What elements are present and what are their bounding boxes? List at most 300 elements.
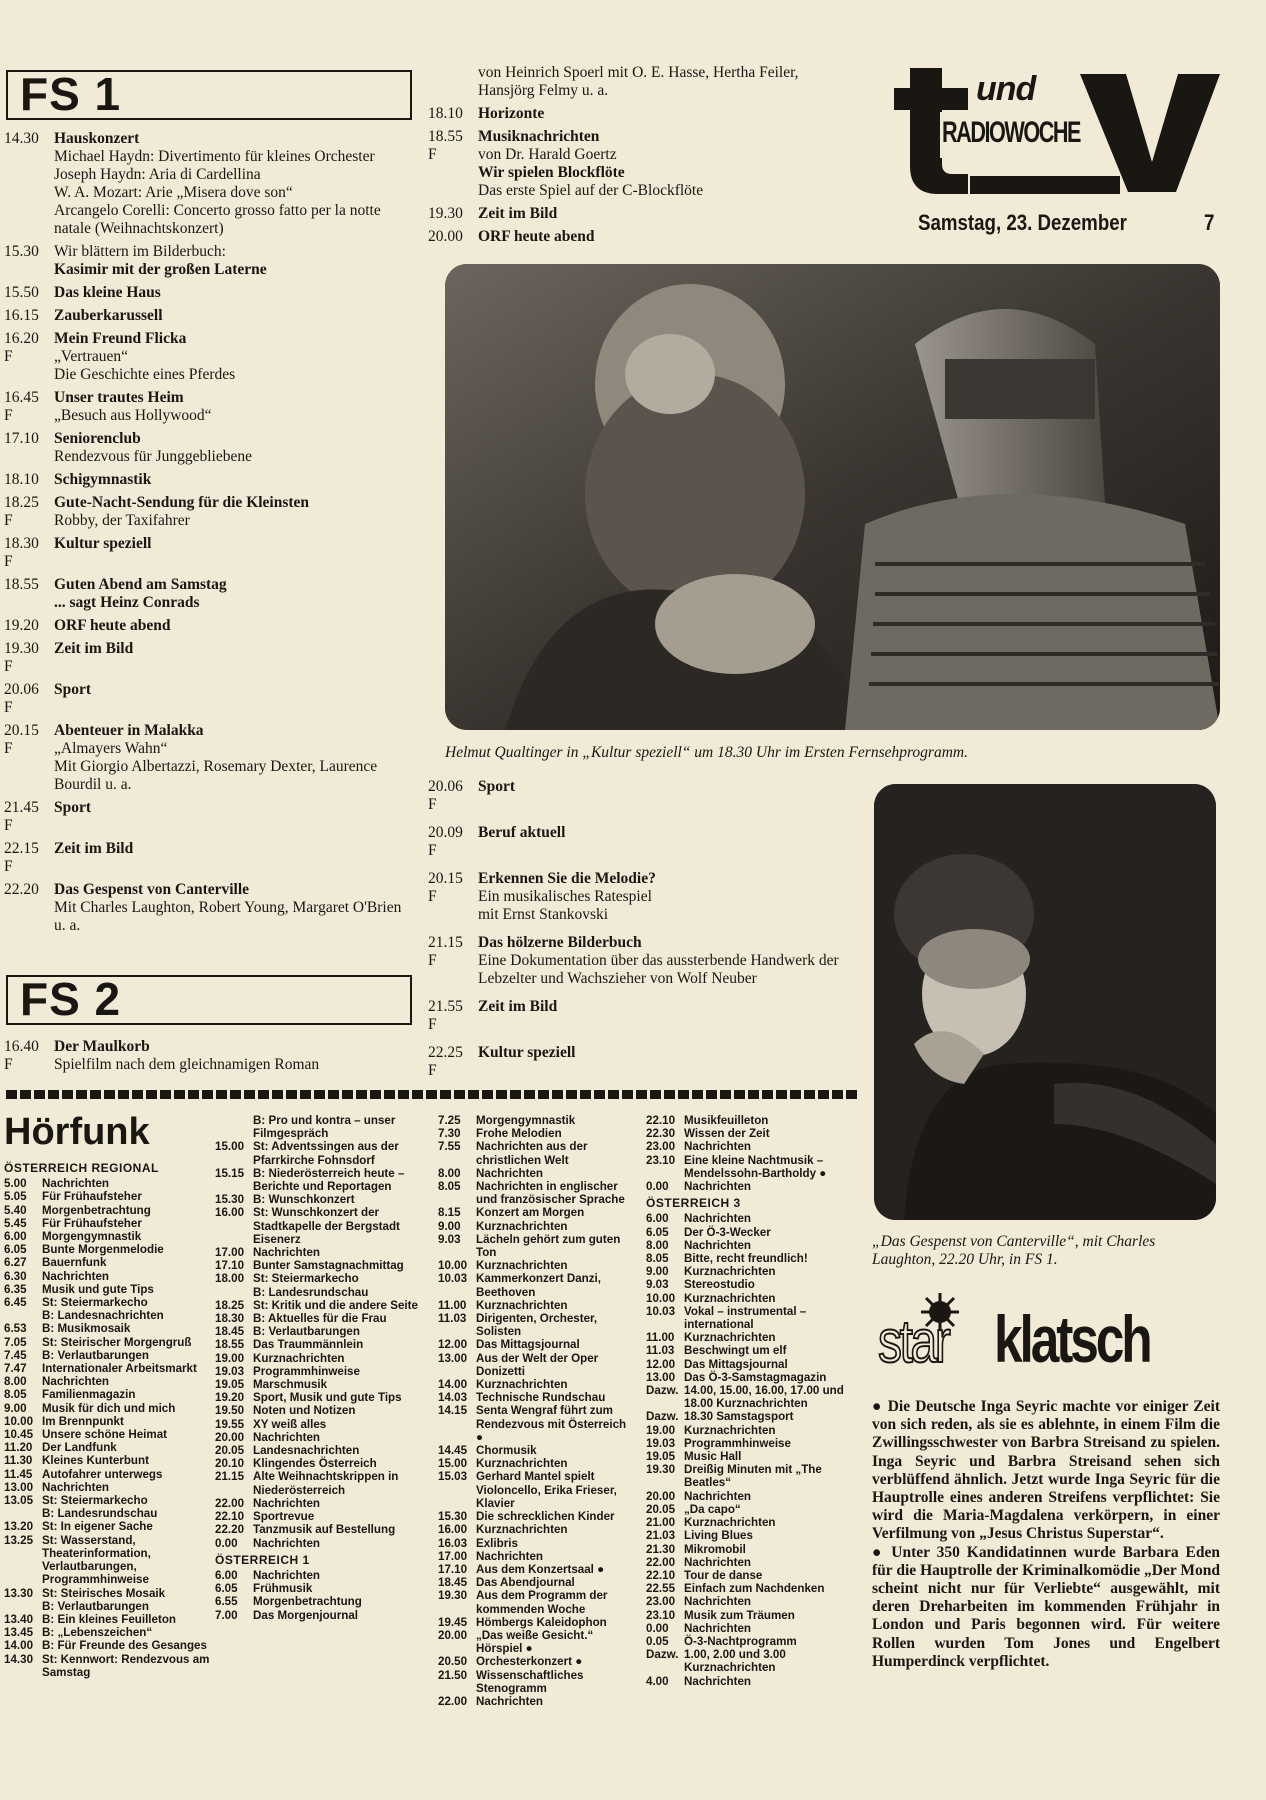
radio-time: 11.03 [646, 1344, 675, 1358]
program-title: Guten Abend am Samstag [54, 576, 227, 593]
radio-time: 11.03 [438, 1312, 467, 1326]
program-details [478, 128, 848, 200]
radio-time: 16.03 [438, 1536, 468, 1550]
radio-time: 19.05 [646, 1450, 676, 1464]
radio-time: 18.00 [215, 1272, 245, 1286]
radio-time: 12.00 [438, 1338, 468, 1352]
program-entry [4, 576, 416, 612]
radio-entry [4, 1402, 214, 1415]
radio-time: 6.53 [4, 1322, 27, 1336]
radio-program: Nachrichten [253, 1430, 321, 1444]
radio-entry [215, 1569, 423, 1582]
radio-entry [438, 1338, 636, 1351]
program-entry [4, 840, 416, 876]
program-entry [428, 105, 848, 123]
radio-program: Wissenschaftliches Stenogramm [476, 1668, 584, 1695]
program-time-text: 16.45 [4, 389, 39, 406]
radio-program: St: Steirisches Mosaik [42, 1586, 166, 1600]
photo-qualtinger-image [445, 264, 1220, 730]
radio-time: 20.05 [215, 1444, 245, 1458]
radio-entry [646, 1437, 856, 1450]
radio-entry [438, 1259, 636, 1272]
radio-program: St: Steirischer Morgengruß [42, 1335, 192, 1349]
radio-time: 9.03 [646, 1278, 669, 1292]
radio-program: Nachrichten [42, 1375, 110, 1389]
program-title: Kultur speziell [478, 1044, 576, 1061]
program-time-text: 18.55 [428, 128, 463, 145]
program-title: Sport [54, 799, 92, 816]
radio-entry [438, 1470, 636, 1510]
fs1-label: FS 1 [20, 68, 122, 120]
program-title: ORF heute abend [54, 617, 171, 634]
radio-time: 11.30 [4, 1454, 33, 1468]
program-entry [4, 640, 416, 676]
radio-time: 13.00 [646, 1370, 676, 1384]
radio-time: 6.30 [4, 1269, 27, 1283]
radio-program: Morgengymnastik [42, 1230, 142, 1244]
radio-time: 6.00 [215, 1568, 238, 1582]
radio-program: 18.30 Samstagsport [684, 1410, 794, 1424]
radio-entry [4, 1613, 214, 1626]
radio-entry [646, 1516, 856, 1529]
radio-program: Sportrevue [253, 1510, 315, 1524]
radio-program: Wissen der Zeit [684, 1127, 770, 1141]
radio-program: „Da capo“ [684, 1502, 741, 1516]
radio-time: 15.30 [438, 1510, 468, 1524]
starklatsch-column [872, 1398, 1220, 1671]
radio-entry [646, 1490, 856, 1503]
radio-entry [4, 1520, 214, 1533]
photo-qualtinger [445, 264, 1220, 730]
radio-entry [438, 1180, 636, 1206]
program-time [4, 389, 54, 425]
radio-program: B: Für Freunde des Gesanges [42, 1639, 207, 1653]
program-time-text: 15.30 [4, 243, 39, 260]
color-flag: F [428, 842, 437, 859]
program-description: Ein musikalisches Ratespiel [478, 888, 652, 905]
program-time-text: 16.15 [4, 307, 39, 324]
radio-time: 19.20 [215, 1391, 245, 1405]
radio-entry [215, 1206, 423, 1246]
radio-entry [215, 1497, 423, 1510]
program-title: Sport [478, 778, 516, 795]
program-details [54, 617, 416, 635]
radio-program: Ö-3-Nachtprogramm [684, 1634, 797, 1648]
radio-program: Das Traummännlein [253, 1338, 364, 1352]
radio-entry [215, 1582, 423, 1595]
radio-entry [646, 1529, 856, 1542]
radio-time: 10.03 [646, 1304, 676, 1318]
radio-program: B: Landesrundschau [253, 1285, 369, 1299]
radio-time: 11.20 [4, 1441, 33, 1455]
radio-program: Nachrichten [476, 1549, 544, 1563]
radio-time: 19.05 [215, 1378, 245, 1392]
radio-section-header: ÖSTERREICH 3 [646, 1196, 741, 1211]
radio-program: Tour de danse [684, 1568, 763, 1582]
radio-program: Living Blues [684, 1529, 753, 1543]
program-entry [4, 389, 416, 425]
radio-entry [646, 1648, 856, 1674]
program-description: mit Ernst Stankovski [478, 906, 609, 923]
photo-laughton [874, 784, 1216, 1220]
radio-program: Musikfeuilleton [684, 1114, 769, 1127]
section-divider [6, 1090, 860, 1099]
radio-entry [438, 1378, 636, 1391]
fs2-continued-top [428, 64, 848, 246]
radio-program: St: Kennwort: Rendezvous am Samstag [42, 1652, 210, 1679]
program-title: Zeit im Bild [478, 998, 558, 1015]
radio-program: Alte Weihnachtskrippen in Niederösterreich [253, 1470, 399, 1497]
radio-program: Vokal – instrumental – international [684, 1304, 807, 1332]
radio-entry [4, 1243, 214, 1256]
radio-time: 22.20 [215, 1523, 245, 1537]
program-time [4, 640, 54, 676]
radio-program: Kurznachrichten [684, 1331, 776, 1345]
radio-entry [646, 1212, 856, 1225]
radio-program: Bauernfunk [42, 1256, 107, 1270]
radio-program: Aus der Welt der Oper Donizetti [476, 1351, 599, 1378]
program-time-text: 21.15 [428, 934, 463, 951]
program-time [4, 284, 54, 302]
radio-program: Nachrichten [253, 1568, 321, 1582]
radio-time: 6.05 [215, 1582, 238, 1596]
radio-entry [438, 1206, 636, 1219]
radio-time: 20.05 [646, 1502, 676, 1516]
radio-entry [438, 1669, 636, 1695]
radio-entry [646, 1344, 856, 1357]
photo-qualtinger-caption [445, 744, 1225, 762]
radio-entry [646, 1358, 856, 1371]
radio-program: Nachrichten aus der christlichen Welt [476, 1140, 588, 1167]
program-details [478, 934, 848, 988]
radio-time: 13.40 [4, 1612, 34, 1626]
radio-program: Bunter Samstagnachmittag [253, 1259, 404, 1273]
radio-program: B: Musikmosaik [42, 1322, 131, 1336]
radio-time: 22.55 [646, 1582, 676, 1596]
program-time-text: 18.30 [4, 535, 39, 552]
radio-time: 18.30 [215, 1312, 245, 1326]
radio-program: Der Landfunk [42, 1441, 117, 1455]
radio-entry [4, 1177, 214, 1190]
program-time-text: 19.30 [4, 640, 39, 657]
radio-program: Bitte, recht freundlich! [684, 1252, 808, 1266]
radio-time: 7.00 [215, 1608, 238, 1622]
program-title: Wir blättern im Bilderbuch: [54, 243, 226, 260]
fs2-continued-bottom [428, 778, 848, 1080]
radio-entry [438, 1550, 636, 1563]
radio-time: 6.05 [4, 1243, 27, 1257]
program-time [428, 934, 478, 988]
program-time-text: 18.10 [4, 471, 39, 488]
program-entry [4, 307, 416, 325]
program-time-text: 18.10 [428, 105, 463, 122]
radio-entry [646, 1127, 856, 1140]
program-title: ... sagt Heinz Conrads [54, 594, 200, 611]
radio-program: Kurznachrichten [476, 1219, 568, 1233]
radio-program: Nachrichten [684, 1621, 752, 1635]
radio-section-header: ÖSTERREICH REGIONAL [4, 1161, 159, 1175]
radio-time: 21.50 [438, 1668, 468, 1682]
program-time [428, 205, 478, 223]
logo-star-text: star [878, 1308, 949, 1375]
radio-time: 0.00 [215, 1536, 238, 1550]
program-details [54, 799, 416, 835]
radio-entry [646, 1622, 856, 1635]
radio-entry [215, 1352, 423, 1365]
radio-program: Dreißig Minuten mit „The Beatles“ [684, 1463, 822, 1490]
radio-program: St: Steiermarkecho [42, 1296, 148, 1310]
program-time [4, 494, 54, 530]
radio-entry [4, 1375, 214, 1388]
radio-program: Konzert am Morgen [476, 1206, 585, 1220]
radio-time: Dazw. [646, 1384, 679, 1398]
color-flag: F [4, 553, 13, 570]
radio-program: Nachrichten [42, 1177, 110, 1191]
radio-time: 22.10 [646, 1568, 676, 1582]
program-entry [4, 799, 416, 835]
radio-entry [4, 1230, 214, 1243]
radio-time: 16.00 [438, 1523, 468, 1537]
radio-time: 11.00 [438, 1298, 467, 1312]
radio-time: 18.45 [215, 1325, 245, 1339]
program-details [478, 1044, 848, 1080]
issue-date [918, 210, 1127, 236]
program-description: Das erste Spiel auf der C-Blockflöte [478, 182, 704, 199]
radio-entry [4, 1217, 214, 1230]
program-time [4, 617, 54, 635]
radio-time: 5.40 [4, 1203, 27, 1217]
radio-entry [4, 1653, 214, 1679]
radio-entry [646, 1503, 856, 1516]
program-details [54, 330, 416, 384]
radio-entry [4, 1587, 214, 1600]
color-flag: F [428, 796, 437, 813]
program-time-text: 20.06 [428, 778, 463, 795]
radio-program: Im Brennpunkt [42, 1414, 124, 1428]
program-time [4, 430, 54, 466]
program-title: Zauberkarussell [54, 307, 163, 324]
radio-entry [215, 1457, 423, 1470]
radio-program: Musik zum Träumen [684, 1608, 795, 1622]
radio-program: Orchesterkonzert ● [476, 1655, 583, 1669]
program-description: von Dr. Harald Goertz [478, 146, 617, 163]
radio-entry [646, 1410, 856, 1423]
color-flag: F [4, 348, 13, 365]
radio-entry [215, 1391, 423, 1404]
program-time [4, 471, 54, 489]
radio-program: Hömbergs Kaleidophon [476, 1615, 607, 1629]
radio-program: Nachrichten [684, 1674, 752, 1688]
program-details [54, 243, 416, 279]
radio-time: 18.25 [215, 1298, 245, 1312]
radio-entry [215, 1312, 423, 1325]
radio-program: Kurznachrichten [476, 1298, 568, 1312]
photo-laughton-image [874, 784, 1216, 1220]
radio-entry [438, 1114, 636, 1127]
fs2-program-list [4, 1038, 416, 1074]
radio-time: 13.45 [4, 1626, 34, 1640]
radio-program: Familienmagazin [42, 1388, 136, 1402]
radio-program: Aus dem Konzertsaal ● [476, 1562, 605, 1576]
radio-entry [215, 1404, 423, 1417]
radio-entry [4, 1639, 214, 1652]
radio-program: Nachrichten [476, 1694, 544, 1708]
program-entry [428, 205, 848, 223]
radio-entry [4, 1441, 214, 1454]
program-time [4, 840, 54, 876]
radio-program: St: In eigener Sache [42, 1520, 153, 1534]
radio-time: 19.50 [215, 1404, 245, 1418]
radio-entry [438, 1272, 636, 1298]
radio-entry [438, 1299, 636, 1312]
program-title: Das kleine Haus [54, 284, 161, 301]
radio-time: 9.00 [646, 1265, 669, 1279]
radio-entry [4, 1428, 214, 1441]
radio-time: 13.00 [4, 1480, 34, 1494]
radio-program: Dirigenten, Orchester, Solisten [476, 1312, 598, 1339]
program-time-text: 17.10 [4, 430, 39, 447]
program-time [4, 330, 54, 384]
radio-time: 14.00 [438, 1378, 468, 1392]
program-time-text: 20.15 [428, 870, 463, 887]
radio-time: 6.05 [646, 1225, 669, 1239]
program-time-text: 20.09 [428, 824, 463, 841]
photo-laughton-caption [872, 1233, 1220, 1269]
radio-program: Nachrichten [684, 1140, 752, 1154]
radio-program: Kammerkonzert Danzi, Beethoven [476, 1272, 601, 1299]
program-title: Gute-Nacht-Sendung für die Kleinsten [54, 494, 310, 511]
radio-time: 13.25 [4, 1533, 34, 1547]
radio-entry [646, 1450, 856, 1463]
fs1-header [6, 70, 412, 120]
radio-entry [215, 1510, 423, 1523]
program-details [478, 205, 848, 223]
radio-program: B: „Lebenszeichen“ [42, 1626, 153, 1640]
color-flag: F [4, 817, 13, 834]
radio-entry [4, 1309, 214, 1322]
program-entry [4, 330, 416, 384]
radio-time: 7.45 [4, 1348, 27, 1362]
radio-time: 23.00 [646, 1595, 676, 1609]
radio-time: 8.15 [438, 1206, 461, 1220]
program-entry [4, 130, 416, 238]
radio-entry [215, 1193, 423, 1206]
logo-und-text: und [976, 70, 1036, 108]
radio-time: 10.00 [646, 1291, 676, 1305]
radio-time: 5.05 [4, 1190, 27, 1204]
radio-entry [438, 1457, 636, 1470]
radio-time: 21.15 [215, 1470, 245, 1484]
radio-program: B: Verlautbarungen [42, 1348, 149, 1362]
radio-time: 18.45 [438, 1576, 468, 1590]
program-time-text: 16.20 [4, 330, 39, 347]
radio-entry [4, 1388, 214, 1401]
radio-time: 7.25 [438, 1114, 461, 1127]
radio-program: Kurznachrichten [476, 1378, 568, 1392]
radio-time: 22.00 [438, 1694, 468, 1708]
radio-time: 17.10 [215, 1259, 245, 1273]
radio-entry [438, 1352, 636, 1378]
radio-entry [215, 1523, 423, 1536]
program-details [478, 778, 848, 814]
radio-entry [646, 1384, 856, 1410]
page-number [1204, 210, 1214, 236]
radio-time: 5.45 [4, 1216, 27, 1230]
program-time-text: 15.50 [4, 284, 39, 301]
color-flag: F [428, 952, 437, 969]
radio-time: 18.55 [215, 1338, 245, 1352]
program-entry [428, 228, 848, 246]
radio-time: 19.45 [438, 1615, 468, 1629]
program-time-text: 22.25 [428, 1044, 463, 1061]
radio-entry [646, 1154, 856, 1180]
program-time-text: 20.15 [4, 722, 39, 739]
radio-time: 6.00 [646, 1212, 669, 1226]
radio-time: 4.00 [646, 1674, 669, 1688]
radio-time [215, 1114, 253, 1140]
radio-entry [215, 1259, 423, 1272]
radio-time: 17.00 [438, 1549, 468, 1563]
radio-time: 19.00 [646, 1423, 676, 1437]
radio-entry [438, 1695, 636, 1708]
radio-program: Das Ö-3-Samstagmagazin [684, 1370, 827, 1384]
program-time-text: 19.20 [4, 617, 39, 634]
radio-time: 0.00 [646, 1621, 669, 1635]
radio-time: 8.00 [438, 1166, 461, 1180]
radio-program: St: Kritik und die andere Seite [253, 1298, 418, 1312]
program-entry [428, 128, 848, 200]
radio-time: 13.30 [4, 1586, 34, 1600]
program-entry [4, 494, 416, 530]
program-description: Arcangelo Corelli: Concerto grosso fatto per la notte natale (Weihnachtskonzert) [54, 202, 381, 237]
color-flag: F [4, 1056, 13, 1073]
photo-qualtinger-caption-text: Helmut Qualtinger in „Kultur speziell“ um 18.30 Uhr im Ersten Fernsehprogramm. [445, 744, 968, 761]
radio-program: Morgengymnastik [476, 1114, 576, 1127]
radio-program: B: Niederösterreich heute – Berichte und Reportagen [253, 1166, 405, 1194]
radio-entry [438, 1616, 636, 1629]
radio-time: 7.55 [438, 1140, 461, 1154]
program-title: Das hölzerne Bilderbuch [478, 934, 642, 951]
program-entry [4, 881, 416, 935]
radio-entry [4, 1494, 214, 1507]
starklatsch-paragraph-1: ● Die Deutsche Inga Seyric machte vor einiger Zeit von sich reden, als sie es ablehnte, in einem Film die Zwillingsschwester von Barbra Streisand zu spielen. Inga Seyric und Barbra Streisand sehen sich verblüffend ähnlich. Jetzt wurde Inga Seyric für die Hauptrolle eines anderen Streifens verpflichtet: Sie wird die Maria-Magdalena verkörpern, in einer Verfilmung von „Jesus Christus Superstar“. [872, 1398, 1220, 1543]
photo-laughton-caption-text: „Das Gespenst von Canterville“, mit Charles Laughton, 22.20 Uhr, in FS 1. [872, 1233, 1156, 1268]
program-entry [428, 934, 848, 988]
radio-time: 20.00 [438, 1628, 468, 1642]
radio-program: Musik für dich und mich [42, 1401, 176, 1415]
radio-time: 14.15 [438, 1404, 468, 1418]
radio-time: 23.10 [646, 1153, 676, 1167]
radio-program: Nachrichten [684, 1238, 752, 1252]
program-title: Unser trautes Heim [54, 389, 184, 406]
radio-entry [646, 1140, 856, 1153]
program-time-text: 22.15 [4, 840, 39, 857]
program-description: von Heinrich Spoerl mit O. E. Hasse, Hertha Feiler, Hansjörg Felmy u. a. [478, 64, 799, 99]
color-flag: F [4, 658, 13, 675]
program-details [54, 722, 416, 794]
radio-entry [4, 1468, 214, 1481]
radio-entry [646, 1226, 856, 1239]
radio-time: 10.03 [438, 1272, 468, 1286]
radio-entry [438, 1629, 636, 1655]
color-flag: F [4, 512, 13, 529]
radio-program: St: Adventssingen aus der Pfarrkirche Fohnsdorf [253, 1140, 399, 1167]
radio-program: Landesnachrichten [253, 1444, 360, 1458]
program-details [478, 824, 848, 860]
program-entry [4, 617, 416, 635]
radio-time: 9.00 [438, 1219, 461, 1233]
page-number-text: 7 [1204, 210, 1215, 235]
